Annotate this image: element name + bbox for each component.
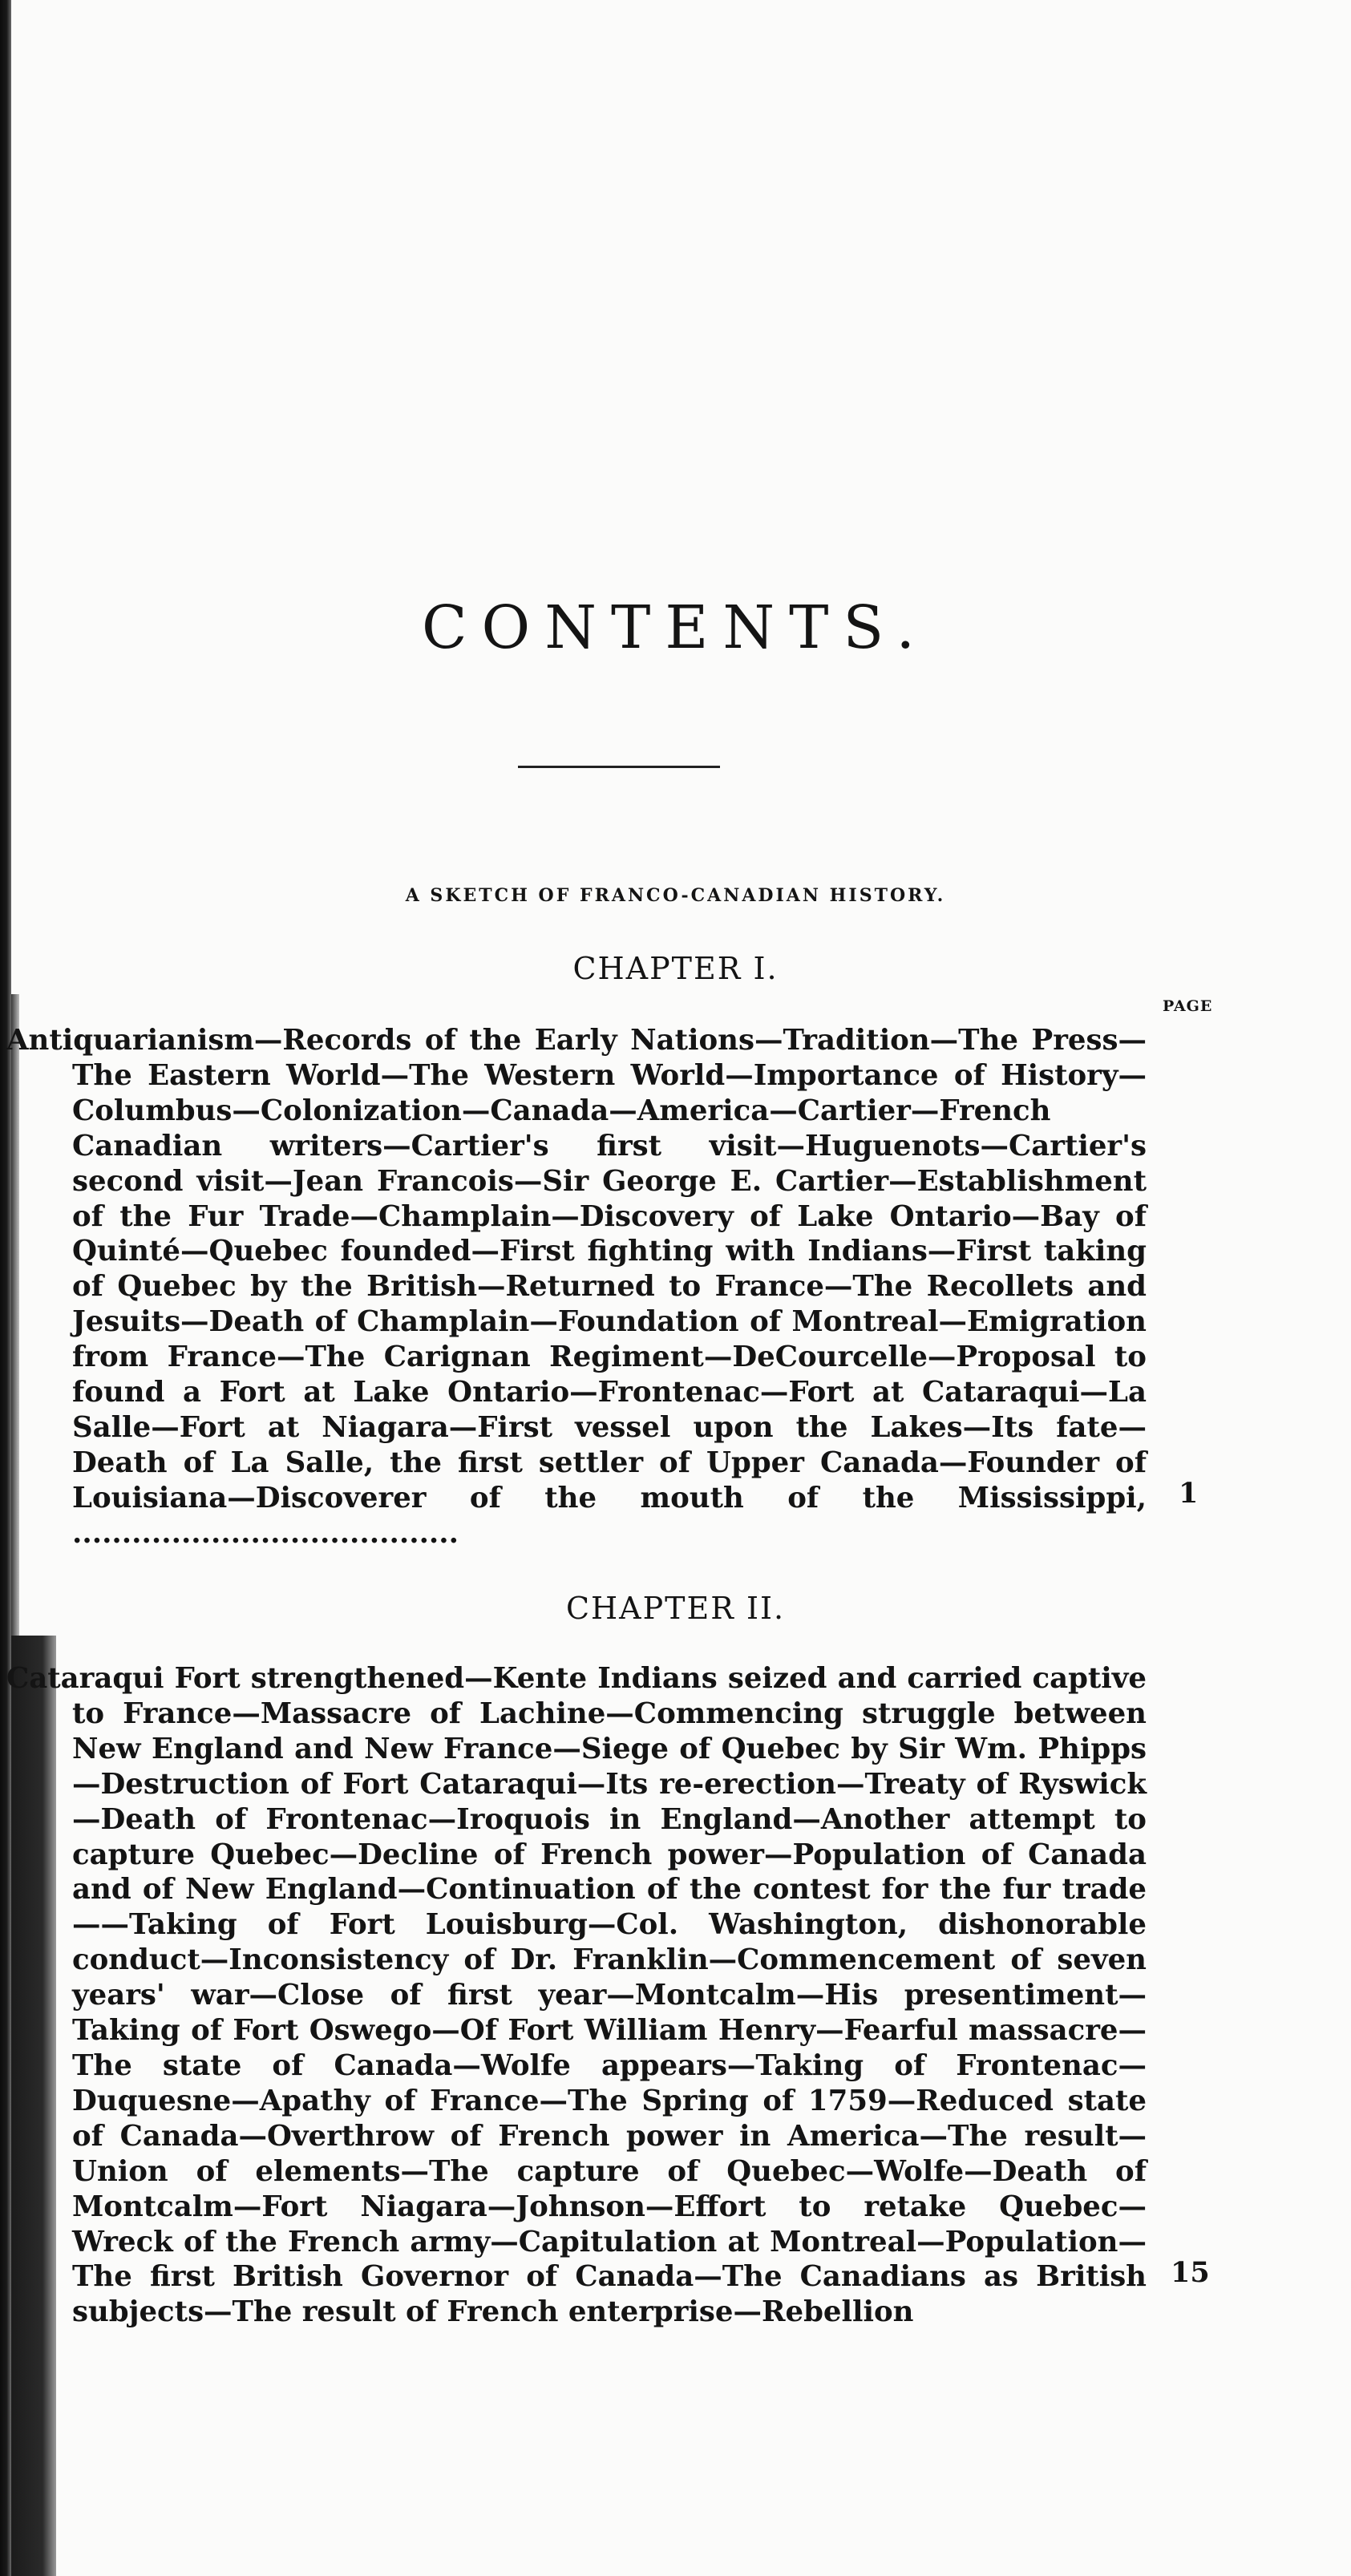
chapter-1-page-number: 1 — [1179, 1477, 1199, 1510]
book-binding-shadow — [11, 994, 19, 1636]
page-column-label: PAGE — [1163, 997, 1213, 1015]
book-subtitle: A SKETCH OF FRANCO-CANADIAN HISTORY. — [405, 885, 946, 906]
chapter-2-page-number: 15 — [1171, 2256, 1210, 2289]
page-title: CONTENTS. — [421, 593, 930, 662]
book-binding-edge — [0, 0, 11, 2576]
book-binding-shadow-lower — [11, 1636, 56, 2576]
chapter-2-heading: CHAPTER II. — [565, 1591, 786, 1626]
title-rule — [518, 766, 720, 768]
chapter-1-heading: CHAPTER I. — [572, 951, 779, 986]
chapter-1-summary: Antiquarianism—Records of the Early Nations—Tradition—The Press—The Eastern World—The Western World—Importance of History—Columbus—Colonization—Canada—America—Cartier—French Canadian writers—Cartier's first visit—Huguenots—Cartier's second visit—Jean Francois—Sir George E. Cartier—Establishment of the Fur Trade—Champlain—Discovery of Lake Ontario—Bay of Quinté—Quebec founded—First fighting with Indians—First taking of Quebec by the British—Returned to France—The Recollets and Jesuits—Death of Champlain—Foundation of Montreal—Emigration from France—The Carignan Regiment—DeCourcelle—Proposal to found a Fort at Lake Ontario—Frontenac—Fort at Cataraqui—La Salle—Fort at Niagara—First vessel upon the Lakes—Its fate—Death of La Salle, the first settler of Upper Canada—Founder of Louisiana—Discoverer of the mouth of the Mississippi, ....................................... — [6, 1024, 1147, 1550]
chapter-2-summary: Cataraqui Fort strengthened—Kente Indians seized and carried captive to France—Massacre of Lachine—Commencing struggle between New England and New France—Siege of Quebec by Sir Wm. Phipps—Destruction of Fort Cataraqui—Its re-erection—Treaty of Ryswick—Death of Frontenac—Iroquois in England—Another attempt to capture Quebec—Decline of French power—Population of Canada and of New England—Continuation of the contest for the fur trade——Taking of Fort Louisburg—Col. Washington, dishonorable conduct—Inconsistency of Dr. Franklin—Commencement of seven years' war—Close of first year—Montcalm—His presentiment—Taking of Fort Oswego—Of Fort William Henry—Fearful massacre—The state of Canada—Wolfe appears—Taking of Frontenac—Duquesne—Apathy of France—The Spring of 1759—Reduced state of Canada—Overthrow of French power in America—The result—Union of elements—The capture of Quebec—Wolfe—Death of Montcalm—Fort Niagara—Johnson—Effort to retake Quebec—Wreck of the French army—Capitulation at Montreal—Population—The first British Governor of Canada—The Canadians as British subjects—The result of French enterprise—Rebellion — [6, 1662, 1147, 2329]
